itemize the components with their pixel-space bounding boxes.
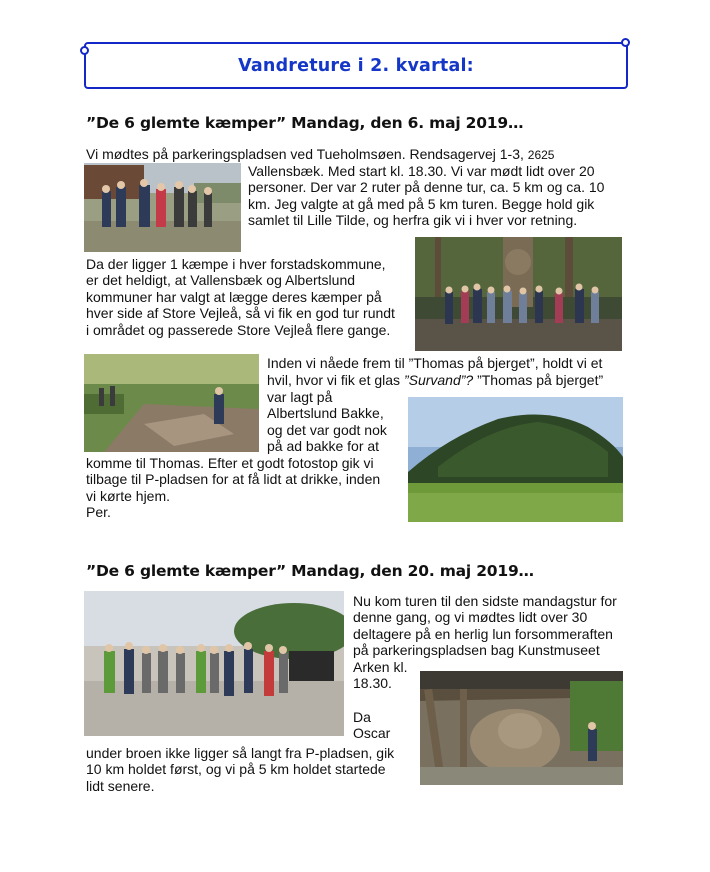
text-line: Da (353, 709, 371, 725)
text-line: km. Jeg valgte at gå med på 5 km turen. Begge hold gik (248, 195, 595, 212)
signature: Per. (86, 504, 111, 521)
text-line: hver side af Store Vejleå, så vi fik en god tur rundt (86, 305, 395, 322)
photo-rest-stop (84, 354, 259, 452)
photo-group-at-lake (84, 163, 241, 252)
section2-paragraph-2-wide (86, 745, 394, 794)
section1-paragraph-3-line-1: Inden vi nåede frem til ”Thomas på bjerget”, holdt vi et (267, 355, 603, 371)
section2-heading: ”De 6 glemte kæmper” Mandag, den 20. maj 2019… (86, 562, 534, 580)
text-line: vi kørte hjem. (86, 487, 171, 504)
text-line: og det var godt nok (267, 421, 387, 438)
section2-paragraph-2-narrow (353, 709, 390, 742)
text-line: på parkeringspladsen bag Kunstmuseet (353, 642, 600, 659)
survand-italic: ”Survand”? (403, 372, 474, 388)
text-line: Nu kom turen til den sidste mandagstur for (353, 593, 617, 609)
text-line: 18.30. (353, 675, 392, 692)
text-line: Vallensbæk. Med start kl. 18.30. Vi var mødt lidt over 20 (248, 163, 595, 179)
text-line: på ad bakke for at (267, 438, 380, 455)
section1-paragraph-2 (86, 256, 395, 338)
section1-paragraph-3-wide (86, 455, 380, 521)
page-title: Vandreture i 2. kvartal: (238, 56, 474, 76)
text-line: i området og passerede Store Vejleå flere gange. (86, 321, 391, 338)
section1-paragraph-3-line-2 (267, 372, 603, 388)
section1-paragraph-1 (248, 163, 604, 229)
text-line: Oscar (353, 725, 391, 742)
text-span: hvil, hvor vi fik et glas (267, 372, 404, 388)
text-line: under broen ikke ligger så langt fra P-pladsen, gik (86, 745, 395, 761)
photo-hill (408, 397, 623, 522)
scroll-curl-right (621, 38, 630, 47)
section1-intro-text: Vi mødtes på parkeringspladsen ved Tueholmsøen. Rendsagervej 1-3, (86, 146, 524, 162)
text-line: er det heldigt, at Vallensbæk og Albertslund (86, 272, 356, 289)
text-line: kommuner har valgt at lægge deres kæmper på (86, 288, 382, 305)
photo-group-at-giant (415, 237, 622, 351)
text-line: 10 km holdet først, og vi på 5 km holdet startede (86, 761, 386, 778)
text-line: samlet til Lille Tilde, og herfra gik vi i hver vor retning. (248, 212, 578, 229)
text-line: deltagere på en herlig lun forsommeraften (353, 625, 613, 642)
text-line: tilbage til P-pladsen for at få lidt at drikke, inden (86, 471, 381, 488)
text-line: Albertslund Bakke, (267, 405, 384, 422)
section1-intro (86, 146, 554, 163)
text-line: lidt senere. (86, 777, 155, 794)
text-line: denne gang, og vi mødtes lidt over 30 (353, 609, 588, 626)
section1-heading: ”De 6 glemte kæmper” Mandag, den 6. maj 2019… (86, 114, 524, 132)
section1-postcode: 2625 (527, 148, 555, 162)
photo-oscar-under-bridge (420, 671, 623, 785)
photo-parking-group (84, 591, 344, 736)
text-line: var lagt på (267, 389, 333, 405)
text-line: Da der ligger 1 kæmpe i hver forstadskommune, (86, 256, 386, 272)
scroll-curl-left (80, 46, 89, 55)
text-line: Arken kl. (353, 658, 408, 675)
section1-paragraph-3-narrow (267, 389, 387, 455)
text-line: komme til Thomas. Efter et godt fotostop gik vi (86, 455, 374, 471)
text-line: personer. Der var 2 ruter på denne tur, ca. 5 km og ca. 10 (248, 179, 605, 196)
text-span: ”Thomas på bjerget” (473, 372, 604, 388)
